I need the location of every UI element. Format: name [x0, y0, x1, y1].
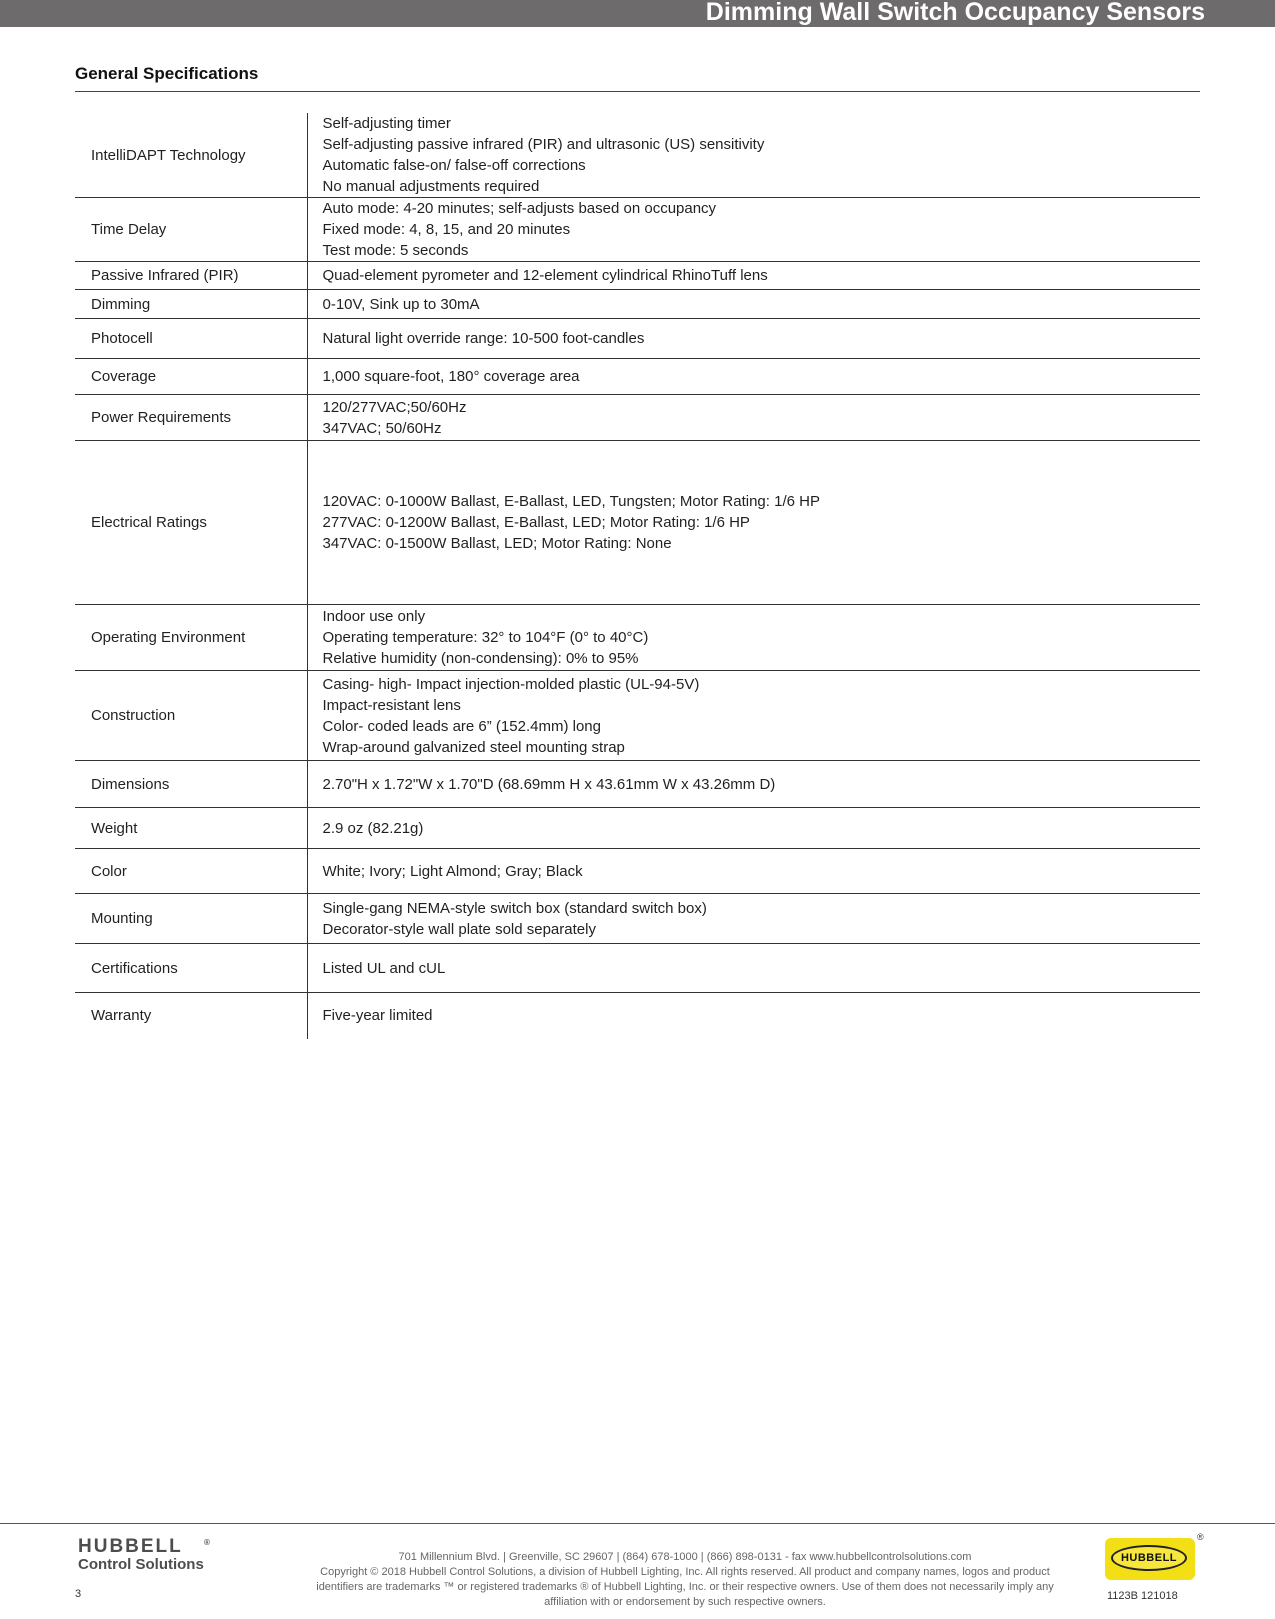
spec-value	[307, 944, 1200, 993]
table-row	[75, 671, 1200, 761]
spec-label: Time Delay	[75, 198, 307, 262]
spec-label: Certifications	[75, 944, 307, 993]
logo-brand: HUBBELL	[78, 1536, 183, 1557]
spec-value-line: No manual adjustments required	[322, 178, 540, 195]
document-code: 1123B 121018	[1107, 1590, 1178, 1602]
spec-value-line: Self-adjusting timer	[322, 115, 451, 132]
spec-value-line: 2.9 oz (82.21g)	[322, 819, 424, 837]
spec-value-line: Wrap-around galvanized steel mounting strap	[322, 738, 625, 756]
footer-copyright-line: affiliation with or endorsement by such respective owners.	[544, 1596, 826, 1608]
spec-value-line: Casing- high- Impact injection-molded plastic (UL-94-5V)	[322, 675, 700, 693]
table-row	[75, 605, 1200, 671]
footer-copyright-line: identifiers are trademarks ™ or registered trademarks ® of Hubbell Lighting, Inc. or their respective owners. Use of them does not necessarily imply any	[316, 1581, 1054, 1593]
spec-value	[307, 761, 1200, 808]
hubbell-badge-logo	[1105, 1538, 1195, 1580]
table-row	[75, 359, 1200, 395]
footer-copyright-line: Copyright © 2018 Hubbell Control Solutions, a division of Hubbell Lighting, Inc. All rights reserved. All product and company names, logos and product	[320, 1566, 1050, 1578]
table-row	[75, 395, 1200, 441]
spec-label: Mounting	[75, 894, 307, 944]
spec-label: IntelliDAPT Technology	[75, 113, 307, 198]
spec-value-line: Five-year limited	[322, 1007, 433, 1025]
spec-value	[307, 993, 1200, 1039]
table-row	[75, 761, 1200, 808]
hubbell-control-solutions-logo	[78, 1536, 210, 1574]
table-row	[75, 894, 1200, 944]
page-title: Dimming Wall Switch Occupancy Sensors	[705, 0, 1205, 26]
table-row	[75, 944, 1200, 993]
spec-value-line: 277VAC: 0-1200W Ballast, E-Ballast, LED; Motor Rating: 1/6 HP	[322, 514, 750, 531]
spec-label: Color	[75, 849, 307, 894]
table-row	[75, 319, 1200, 359]
spec-value-line: Impact-resistant lens	[322, 696, 461, 714]
spec-value-line: 347VAC: 0-1500W Ballast, LED; Motor Rating: None	[322, 535, 672, 552]
spec-value-line: Decorator-style wall plate sold separately	[322, 920, 596, 938]
logo-registered-mark: ®	[204, 1538, 210, 1547]
spec-value-line: Listed UL and cUL	[322, 959, 446, 977]
table-row	[75, 290, 1200, 319]
spec-label: Electrical Ratings	[75, 441, 307, 605]
spec-value	[307, 395, 1200, 441]
table-row	[75, 849, 1200, 894]
spec-label: Operating Environment	[75, 605, 307, 671]
table-row	[75, 808, 1200, 849]
spec-label: Power Requirements	[75, 395, 307, 441]
table-row	[75, 441, 1200, 605]
spec-value	[307, 262, 1200, 290]
spec-value	[307, 290, 1200, 319]
section-title: General Specifications	[75, 64, 259, 83]
header-bar	[0, 0, 1275, 27]
spec-label: Dimensions	[75, 761, 307, 808]
spec-value-line: Color- coded leads are 6” (152.4mm) long	[322, 717, 601, 735]
spec-value	[307, 671, 1200, 761]
spec-value-line: Relative humidity (non-condensing): 0% to 95%	[322, 650, 639, 667]
spec-value-line: 2.70"H x 1.72"W x 1.70"D (68.69mm H x 43.61mm W x 43.26mm D)	[322, 775, 776, 793]
spec-label: Weight	[75, 808, 307, 849]
spec-table	[75, 113, 1200, 1039]
table-row	[75, 993, 1200, 1039]
spec-value-line: Quad-element pyrometer and 12-element cylindrical RhinoTuff lens	[322, 267, 768, 284]
page-number: 3	[75, 1588, 82, 1600]
spec-value	[307, 894, 1200, 944]
spec-label: Construction	[75, 671, 307, 761]
spec-label: Passive Infrared (PIR)	[75, 262, 307, 290]
spec-value-line: 0-10V, Sink up to 30mA	[322, 295, 480, 313]
table-row	[75, 113, 1200, 198]
table-row	[75, 198, 1200, 262]
spec-value	[307, 319, 1200, 359]
spec-value	[307, 198, 1200, 262]
spec-value	[307, 605, 1200, 671]
spec-value-line: Automatic false-on/ false-off corrections	[322, 157, 586, 174]
spec-value-line: Single-gang NEMA-style switch box (standard switch box)	[322, 899, 707, 917]
spec-value-line: Operating temperature: 32° to 104°F (0° to 40°C)	[322, 629, 649, 646]
spec-label: Photocell	[75, 319, 307, 359]
spec-value-line: Natural light override range: 10-500 foot-candles	[322, 330, 645, 347]
spec-value-line: 347VAC; 50/60Hz	[322, 419, 442, 437]
footer-address-line: 701 Millennium Blvd. | Greenville, SC 29607 | (864) 678-1000 | (866) 898-0131 - fax www.hubbellcontrolsolutions.com	[398, 1551, 972, 1563]
spec-value-line: 1,000 square-foot, 180° coverage area	[322, 368, 580, 385]
spec-value	[307, 113, 1200, 198]
logo-subtitle: Control Solutions	[78, 1556, 204, 1573]
spec-value-line: White; Ivory; Light Almond; Gray; Black	[322, 862, 583, 880]
spec-label: Warranty	[75, 993, 307, 1039]
spec-value-line: 120/277VAC;50/60Hz	[322, 398, 467, 416]
section-divider	[75, 91, 1200, 92]
footer-legal-text	[290, 1550, 1080, 1610]
badge-registered-mark: ®	[1197, 1532, 1204, 1542]
spec-value	[307, 849, 1200, 894]
spec-value-line: Indoor use only	[322, 608, 426, 625]
spec-label: Coverage	[75, 359, 307, 395]
badge-oval: HUBBELL	[1111, 1545, 1187, 1571]
spec-label: Dimming	[75, 290, 307, 319]
footer-divider	[0, 1523, 1275, 1524]
spec-value	[307, 808, 1200, 849]
spec-value-line: Auto mode: 4-20 minutes; self-adjusts based on occupancy	[322, 200, 717, 217]
table-row	[75, 262, 1200, 290]
spec-value	[307, 441, 1200, 605]
spec-value-line: Fixed mode: 4, 8, 15, and 20 minutes	[322, 221, 571, 238]
spec-value	[307, 359, 1200, 395]
spec-value-line: Test mode: 5 seconds	[322, 242, 469, 259]
spec-value-line: 120VAC: 0-1000W Ballast, E-Ballast, LED, Tungsten; Motor Rating: 1/6 HP	[322, 493, 820, 510]
spec-value-line: Self-adjusting passive infrared (PIR) and ultrasonic (US) sensitivity	[322, 136, 765, 153]
